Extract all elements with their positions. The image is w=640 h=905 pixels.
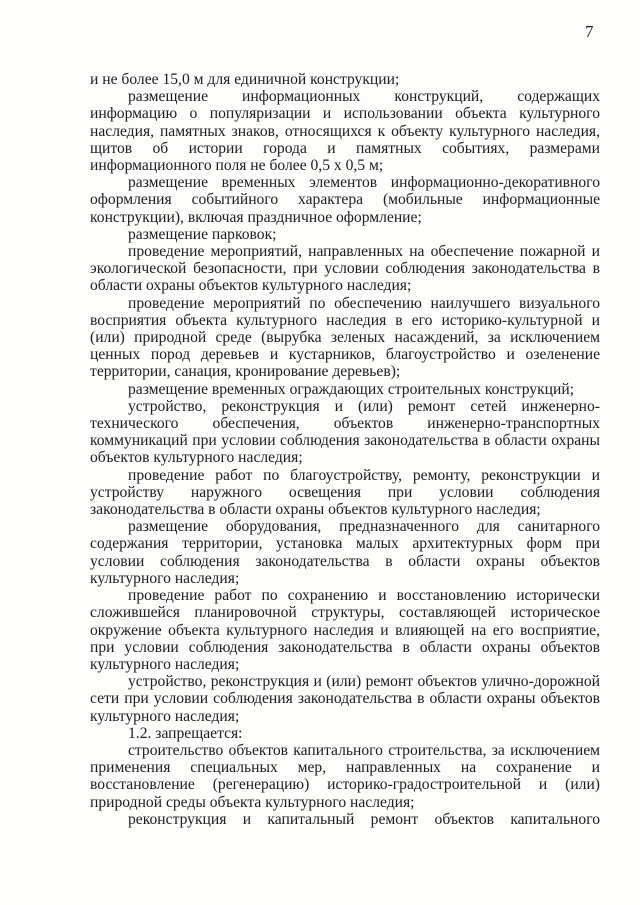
paragraph: размещение временных элементов информационно-декоративного оформления событийного характера (мобильные информационные конструкции), включая праздничное оформление; [90,174,600,226]
paragraph: проведение мероприятий по обеспечению наилучшего визуального восприятия объекта культурного наследия в его историко-культурной и (или) природной среде (вырубка зеленых насаждений, за исключением ценных пород деревьев и кустарников, благоустройство и озеленение территории, санация, кронирование деревьев); [90,294,600,381]
section-heading: 1.2. запрещается: [128,724,243,742]
paragraph: размещение оборудования, предназначенного для санитарного содержания территории, установка малых архитектурных форм при условии соблюдения законодательства в области охраны объектов культурного наследия; [90,518,600,587]
paragraph: проведение мероприятий, направленных на обеспечение пожарной и экологической безопасности, при условии соблюдения законодательства в области охраны объектов культурного наследия; [90,243,600,295]
paragraph: размещение парковок; [128,225,277,243]
paragraph: устройство, реконструкция и (или) ремонт объектов улично-дорожной сети при условии соблюдения законодательства в области охраны объектов культурного наследия; [90,673,600,725]
paragraph: размещение временных ограждающих строительных конструкций; [128,380,575,398]
paragraph: реконструкция и капитальный ремонт объектов капитального [128,810,600,828]
paragraph: размещение информационных конструкций, содержащих информацию о популяризации и использовании объекта культурного наследия, памятных знаков, относящихся к объекту культурного наследия, щитов об истории города и памятных событиях, размерами информационного поля не более 0,5 х 0,5 м; [90,88,600,175]
paragraph: устройство, реконструкция и (или) ремонт сетей инженерно-технического обеспечения, объектов инженерно-транспортных коммуникаций при условии соблюдения законодательства в области охраны объектов культурного наследия; [90,397,600,467]
paragraph: проведение работ по сохранению и восстановлению исторически сложившейся планировочной структуры, составляющей историческое окружение объекта культурного наследия и влияющей на его восприятие, при условии соблюдения законодательства в области охраны объектов культурного наследия; [90,587,600,673]
paragraph: и не более 15,0 м для единичной конструкции; [90,71,400,88]
page-number: 7 [585,22,594,41]
paragraph: строительство объектов капитального строительства, за исключением применения специальных мер, направленных на сохранение и восстановление (регенерацию) историко-градостроительной и (или) природной среды объекта культурного наследия; [90,741,600,811]
document-body [90,71,600,828]
paragraph: проведение работ по благоустройству, ремонту, реконструкции и устройству наружного освещения при условии соблюдения законодательства в области охраны объектов культурного наследия; [90,466,600,519]
